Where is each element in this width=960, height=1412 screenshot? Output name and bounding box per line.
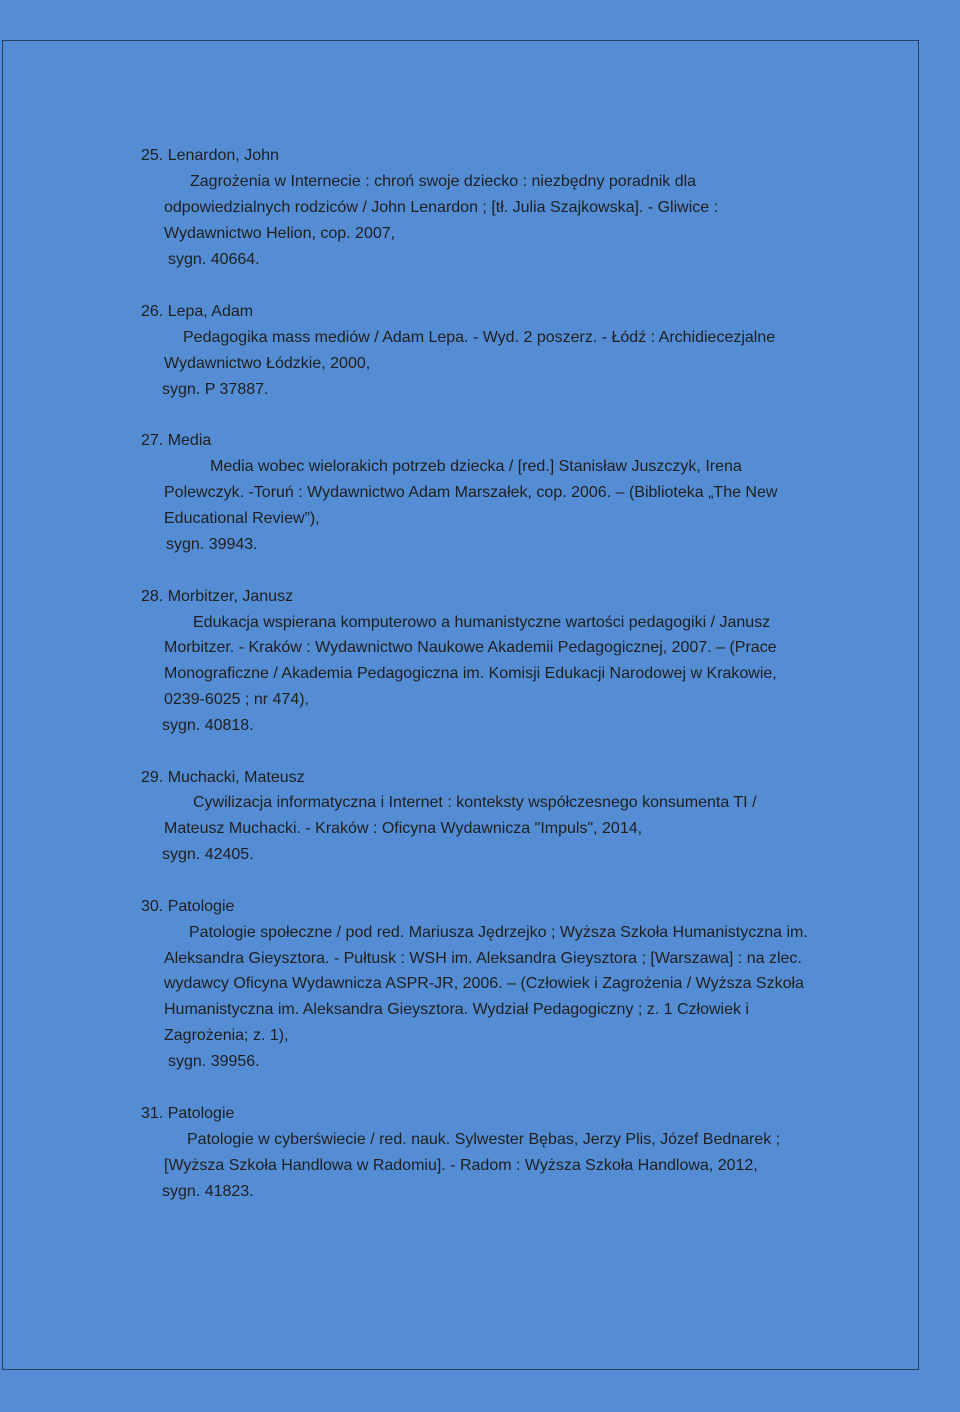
entry-heading: 29. Muchacki, Mateusz xyxy=(141,769,305,786)
entry-line: Morbitzer. - Kraków : Wydawnictwo Naukowe Akademii Pedagogicznej, 2007. – (Prace xyxy=(164,639,777,656)
entry-signature: sygn. 40664. xyxy=(168,251,260,268)
entry-line: odpowiedzialnych rodziców / John Lenardon ; [tł. Julia Szajkowska]. - Gliwice : xyxy=(164,199,719,216)
entry-signature: sygn. 40818. xyxy=(162,717,254,734)
entry-signature: sygn. 39956. xyxy=(168,1053,260,1070)
entry-signature: sygn. P 37887. xyxy=(162,381,269,398)
entry-heading: 27. Media xyxy=(141,432,212,449)
entry-line: Polewczyk. -Toruń : Wydawnictwo Adam Marszałek, cop. 2006. – (Biblioteka „The New xyxy=(164,484,778,501)
entry-line: Wydawnictwo Helion, cop. 2007, xyxy=(164,225,396,242)
entry-title-line: Cywilizacja informatyczna i Internet : konteksty współczesnego konsumenta TI / xyxy=(193,794,757,811)
entry-title-line: Media wobec wielorakich potrzeb dziecka / [red.] Stanisław Juszczyk, Irena xyxy=(210,458,742,475)
entry-line: Humanistyczna im. Aleksandra Gieysztora. Wydział Pedagogiczny ; z. 1 Człowiek i xyxy=(164,1001,749,1018)
entry-title-line: Patologie w cyberświecie / red. nauk. Sylwester Bębas, Jerzy Plis, Józef Bednarek ; xyxy=(187,1131,781,1148)
entry-heading: 28. Morbitzer, Janusz xyxy=(141,588,294,605)
entry-title-line: Pedagogika mass mediów / Adam Lepa. - Wyd. 2 poszerz. - Łódź : Archidiecezjalne xyxy=(183,329,776,346)
entry-line: Educational Review”), xyxy=(164,510,320,527)
entry-line: Aleksandra Gieysztora. - Pułtusk : WSH im. Aleksandra Gieysztora ; [Warszawa] : na zlec. xyxy=(164,950,802,967)
entry-line: [Wyższa Szkoła Handlowa w Radomiu]. - Radom : Wyższa Szkoła Handlowa, 2012, xyxy=(164,1157,758,1174)
entry-line: Monograficzne / Akademia Pedagogiczna im. Komisji Edukacji Narodowej w Krakowie, xyxy=(164,665,777,682)
entry-heading: 31. Patologie xyxy=(141,1105,235,1122)
entry-title-line: Edukacja wspierana komputerowo a humanistyczne wartości pedagogiki / Janusz xyxy=(193,614,771,631)
entry-title-line: Patologie społeczne / pod red. Mariusza Jędrzejko ; Wyższa Szkoła Humanistyczna im. xyxy=(189,924,808,941)
entry-signature: sygn. 39943. xyxy=(166,536,258,553)
entry-title-line: Zagrożenia w Internecie : chroń swoje dziecko : niezbędny poradnik dla xyxy=(190,173,697,190)
entry-heading: 25. Lenardon, John xyxy=(141,147,279,164)
entry-line: Wydawnictwo Łódzkie, 2000, xyxy=(164,355,371,372)
entry-signature: sygn. 42405. xyxy=(162,846,254,863)
entry-signature: sygn. 41823. xyxy=(162,1183,254,1200)
entry-line: Mateusz Muchacki. - Kraków : Oficyna Wydawnicza "Impuls", 2014, xyxy=(164,820,643,837)
entry-heading: 26. Lepa, Adam xyxy=(141,303,254,320)
entry-heading: 30. Patologie xyxy=(141,898,235,915)
entry-line: 0239-6025 ; nr 474), xyxy=(164,691,309,708)
entry-line: Zagrożenia; z. 1), xyxy=(164,1027,289,1044)
entry-line: wydawcy Oficyna Wydawnicza ASPR-JR, 2006. – (Człowiek i Zagrożenia / Wyższa Szkoła xyxy=(164,975,804,992)
